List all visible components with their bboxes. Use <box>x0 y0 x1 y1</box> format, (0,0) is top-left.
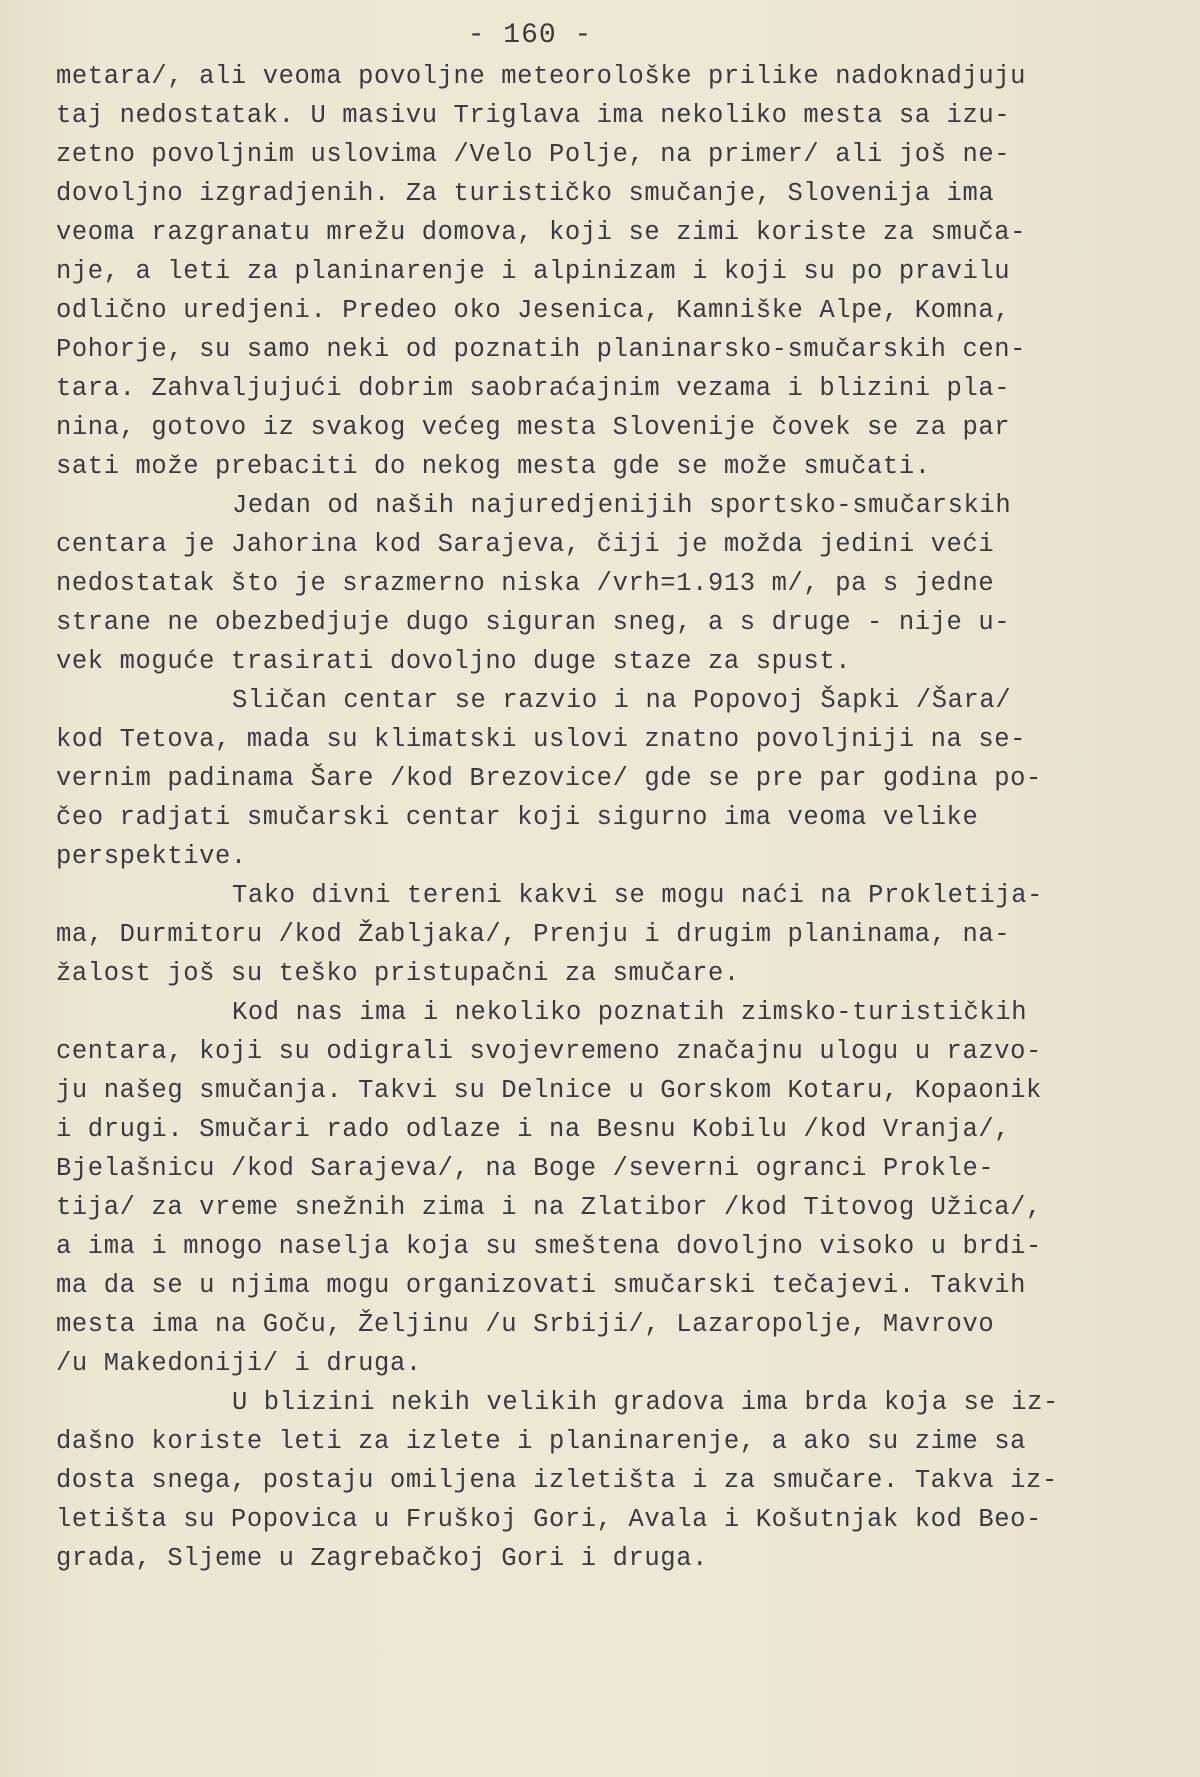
text-line: metara/, ali veoma povoljne meteorološke prilike nadoknadjuju <box>56 62 1027 91</box>
text-line: ma da se u njima mogu organizovati smučarski tečajevi. Takvih <box>56 1271 1027 1300</box>
text-line: nina, gotovo iz svakog većeg mesta Slovenije čovek se za par <box>56 413 1011 442</box>
paragraph-first-line: U blizini nekih velikih gradova ima brda koja se iz- <box>232 1388 1059 1417</box>
text-line: letišta su Popovica u Fruškoj Gori, Avala i Košutnjak kod Beo- <box>56 1505 1042 1534</box>
text-line: tija/ za vreme snežnih zima i na Zlatibor /kod Titovog Užica/, <box>56 1193 1042 1222</box>
text-line: odlično uredjeni. Predeo oko Jesenica, Kamniške Alpe, Komna, <box>56 296 1011 325</box>
paragraph-first-line: Tako divni tereni kakvi se mogu naći na Prokletija- <box>232 881 1044 910</box>
text-line: vernim padinama Šare /kod Brezovice/ gde se pre par godina po- <box>56 764 1042 793</box>
text-line: zetno povoljnim uslovima /Velo Polje, na primer/ ali još ne- <box>56 140 1011 169</box>
text-line: čeo radjati smučarski centar koji sigurno ima veoma velike <box>56 803 979 832</box>
text-line: dovoljno izgradjenih. Za turističko smučanje, Slovenija ima <box>56 179 995 208</box>
text-line: taj nedostatak. U masivu Triglava ima nekoliko mesta sa izu- <box>56 101 1011 130</box>
text-line: vek moguće trasirati dovoljno duge staze za spust. <box>56 647 852 676</box>
text-line: grada, Sljeme u Zagrebačkoj Gori i druga. <box>56 1544 709 1573</box>
paragraph-first-line: Jedan od naših najuredjenijih sportsko-smučarskih <box>232 491 1012 520</box>
text-line: ju našeg smučanja. Takvi su Delnice u Gorskom Kotaru, Kopaonik <box>56 1076 1042 1105</box>
text-line: Bjelašnicu /kod Sarajeva/, na Boge /severni ogranci Prokle- <box>56 1154 995 1183</box>
text-line: Pohorje, su samo neki od poznatih planinarsko-smučarskih cen- <box>56 335 1027 364</box>
text-line: centara, koji su odigrali svojevremeno značajnu ulogu u razvo- <box>56 1037 1042 1066</box>
text-line: a ima i mnogo naselja koja su smeštena dovoljno visoko u brdi- <box>56 1232 1042 1261</box>
text-line: mesta ima na Goču, Željinu /u Srbiji/, Lazaropolje, Mavrovo <box>56 1310 995 1339</box>
text-line: veoma razgranatu mrežu domova, koji se zimi koriste za smuča- <box>56 218 1027 247</box>
text-line: /u Makedoniji/ i druga. <box>56 1349 422 1378</box>
text-line: strane ne obezbedjuje dugo siguran sneg, a s druge - nije u- <box>56 608 1011 637</box>
text-line: dašno koriste leti za izlete i planinarenje, a ako su zime sa <box>56 1427 1027 1456</box>
text-line: dosta snega, postaju omiljena izletišta i za smučare. Takva iz- <box>56 1466 1058 1495</box>
text-line: nedostatak što je srazmerno niska /vrh=1.913 m/, pa s jedne <box>56 569 995 598</box>
text-line: žalost još su teško pristupačni za smučare. <box>56 959 740 988</box>
paragraph-first-line: Kod nas ima i nekoliko poznatih zimsko-turističkih <box>232 998 1028 1027</box>
page-number: - 160 - <box>467 20 593 51</box>
text-line: tara. Zahvaljujući dobrim saobraćajnim vezama i blizini pla- <box>56 374 1011 403</box>
text-line: kod Tetova, mada su klimatski uslovi znatno povoljniji na se- <box>56 725 1027 754</box>
text-line: ma, Durmitoru /kod Žabljaka/, Prenju i drugim planinama, na- <box>56 920 1011 949</box>
text-line: centara je Jahorina kod Sarajeva, čiji je možda jedini veći <box>56 530 995 559</box>
text-line: i drugi. Smučari rado odlaze i na Besnu Kobilu /kod Vranja/, <box>56 1115 1011 1144</box>
text-line: nje, a leti za planinarenje i alpinizam i koji su po pravilu <box>56 257 1011 286</box>
text-line: sati može prebaciti do nekog mesta gde se može smučati. <box>56 452 931 481</box>
paragraph-first-line: Sličan centar se razvio i na Popovoj Šapki /Šara/ <box>232 686 1012 715</box>
text-line: perspektive. <box>56 842 247 871</box>
